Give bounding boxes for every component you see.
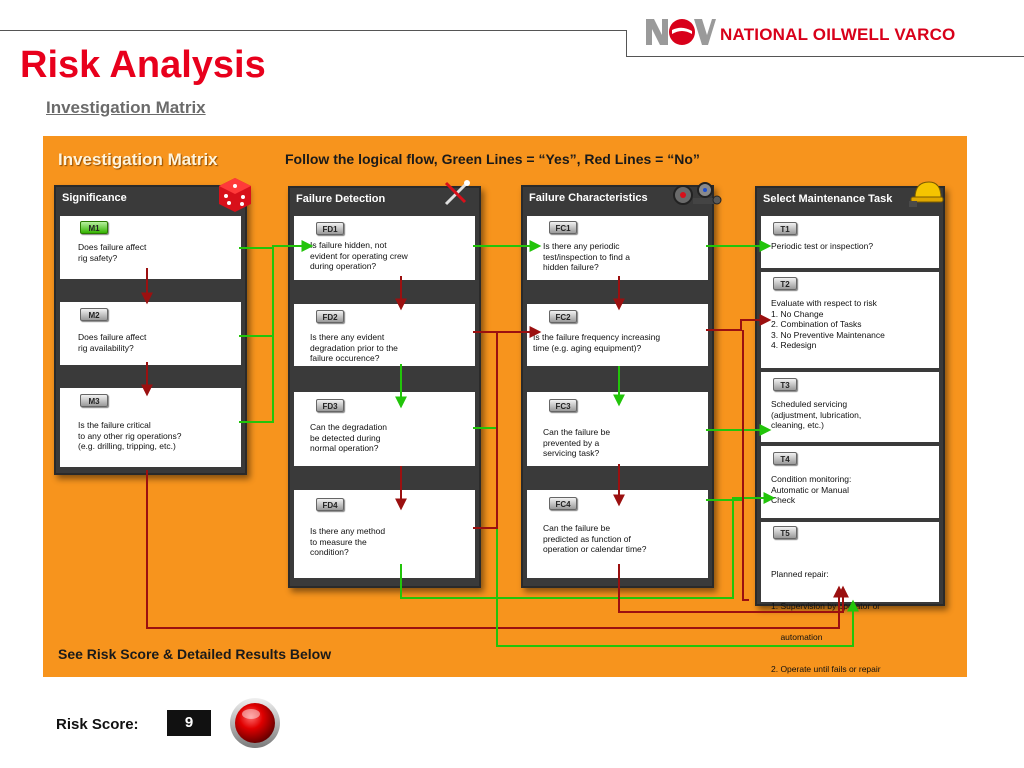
question-m2: Does failure affect rig availability? [78,332,147,353]
gear-machinery-icon [671,180,725,208]
risk-indicator-icon [229,697,281,749]
task-cell-t3 [761,372,939,442]
question-fd1: Is failure hidden, not evident for operating crew during operation? [310,240,408,271]
task-cell-t2 [761,272,939,368]
matrix-footer: See Risk Score & Detailed Results Below [58,646,332,662]
tag-t2: T2 [773,277,797,290]
tag-t1: T1 [773,222,797,235]
significance-header: Significance [62,192,127,204]
no-line-into-t2 [743,330,749,600]
tag-t3: T3 [773,378,797,391]
tag-fc2: FC2 [549,310,577,323]
tag-fc4: FC4 [549,497,577,510]
task-t4-text: Condition monitoring: Automatic or Manual Check [771,474,852,505]
detection-cell-fd3 [294,392,475,466]
page-title: Risk Analysis [20,44,266,86]
matrix-heading: Investigation Matrix [58,150,218,169]
header-rule-step [626,30,627,56]
tag-t5: T5 [773,526,797,539]
hard-hat-icon [909,178,945,208]
tag-fd3: FD3 [316,399,344,412]
task-cell-t4 [761,446,939,518]
maintenance-task-column [755,186,945,674]
risk-score-value: 9 [167,710,211,736]
question-fc1: Is there any periodic test/inspection to find a hidden failure? [543,241,630,272]
failure-detection-column [288,186,481,588]
task-t5-text: Planned repair: 1. Supervision by operator or automation 2. Operate until fails or repair [771,569,881,674]
significance-cell-m3 [60,388,241,467]
significance-cell-m2 [60,302,241,365]
task-t3-text: Scheduled servicing (adjustment, lubrication, cleaning, etc.) [771,399,862,430]
tag-fd2: FD2 [316,310,344,323]
header-rule-right [626,56,1024,57]
failure-characteristics-header: Failure Characteristics [529,192,648,204]
investigation-matrix [43,136,967,677]
question-fd2: Is there any evident degradation prior to the failure occurence? [310,332,398,363]
task-t1-text: Periodic test or inspection? [771,241,874,251]
detection-cell-fd2 [294,304,475,366]
tag-fd4: FD4 [316,498,344,511]
question-fc3: Can the failure be prevented by a servicing task? [543,427,611,458]
question-m1: Does failure affect rig safety? [78,242,147,263]
tag-m2: M2 [80,308,108,321]
tag-fc1: FC1 [549,221,577,234]
tools-icon [443,180,471,206]
characteristics-cell-fc2 [527,304,708,366]
tag-t4: T4 [773,452,797,465]
question-m3: Is the failure critical to any other rig operations? (e.g. drilling, tripping, etc.) [78,420,182,451]
failure-detection-header: Failure Detection [296,193,386,205]
tag-fd1: FD1 [316,222,344,235]
risk-score-label: Risk Score: [56,716,139,733]
maintenance-task-header: Select Maintenance Task [763,193,893,205]
detection-cell-fd1 [294,216,475,280]
detection-cell-fd4 [294,490,475,578]
tag-m1: M1 [80,221,108,234]
page-subtitle: Investigation Matrix [46,98,206,117]
matrix-instruction: Follow the logical flow, Green Lines = “Yes”, Red Lines = “No” [285,151,700,167]
characteristics-cell-fc4 [527,490,708,578]
brand-logo [646,17,1016,49]
characteristics-cell-fc3 [527,392,708,466]
task-cell-t1 [761,216,939,268]
significance-column [54,185,247,475]
task-cell-t5 [761,522,939,674]
task-t2-text: Evaluate with respect to risk 1. No Change 2. Combination of Tasks 3. No Preventive Maintenance 4. Redesign [771,298,885,350]
dice-icon [216,176,254,214]
nov-logo-icon [646,17,716,47]
characteristics-cell-fc1 [527,216,708,280]
brand-name: NATIONAL OILWELL VARCO [720,25,956,44]
question-fd4: Is there any method to measure the condition? [310,526,386,557]
tag-fc3: FC3 [549,399,577,412]
no-line-m3-t5 [147,470,839,628]
header-rule [0,30,626,31]
question-fc4: Can the failure be predicted as function of operation or calendar time? [543,523,647,554]
failure-characteristics-column [521,185,714,588]
tag-m3: M3 [80,394,108,407]
question-fd3: Can the degradation be detected during normal operation? [310,422,388,453]
question-fc2: Is the failure frequency increasing time (e.g. aging equipment)? [533,332,661,353]
significance-cell-m1 [60,216,241,279]
